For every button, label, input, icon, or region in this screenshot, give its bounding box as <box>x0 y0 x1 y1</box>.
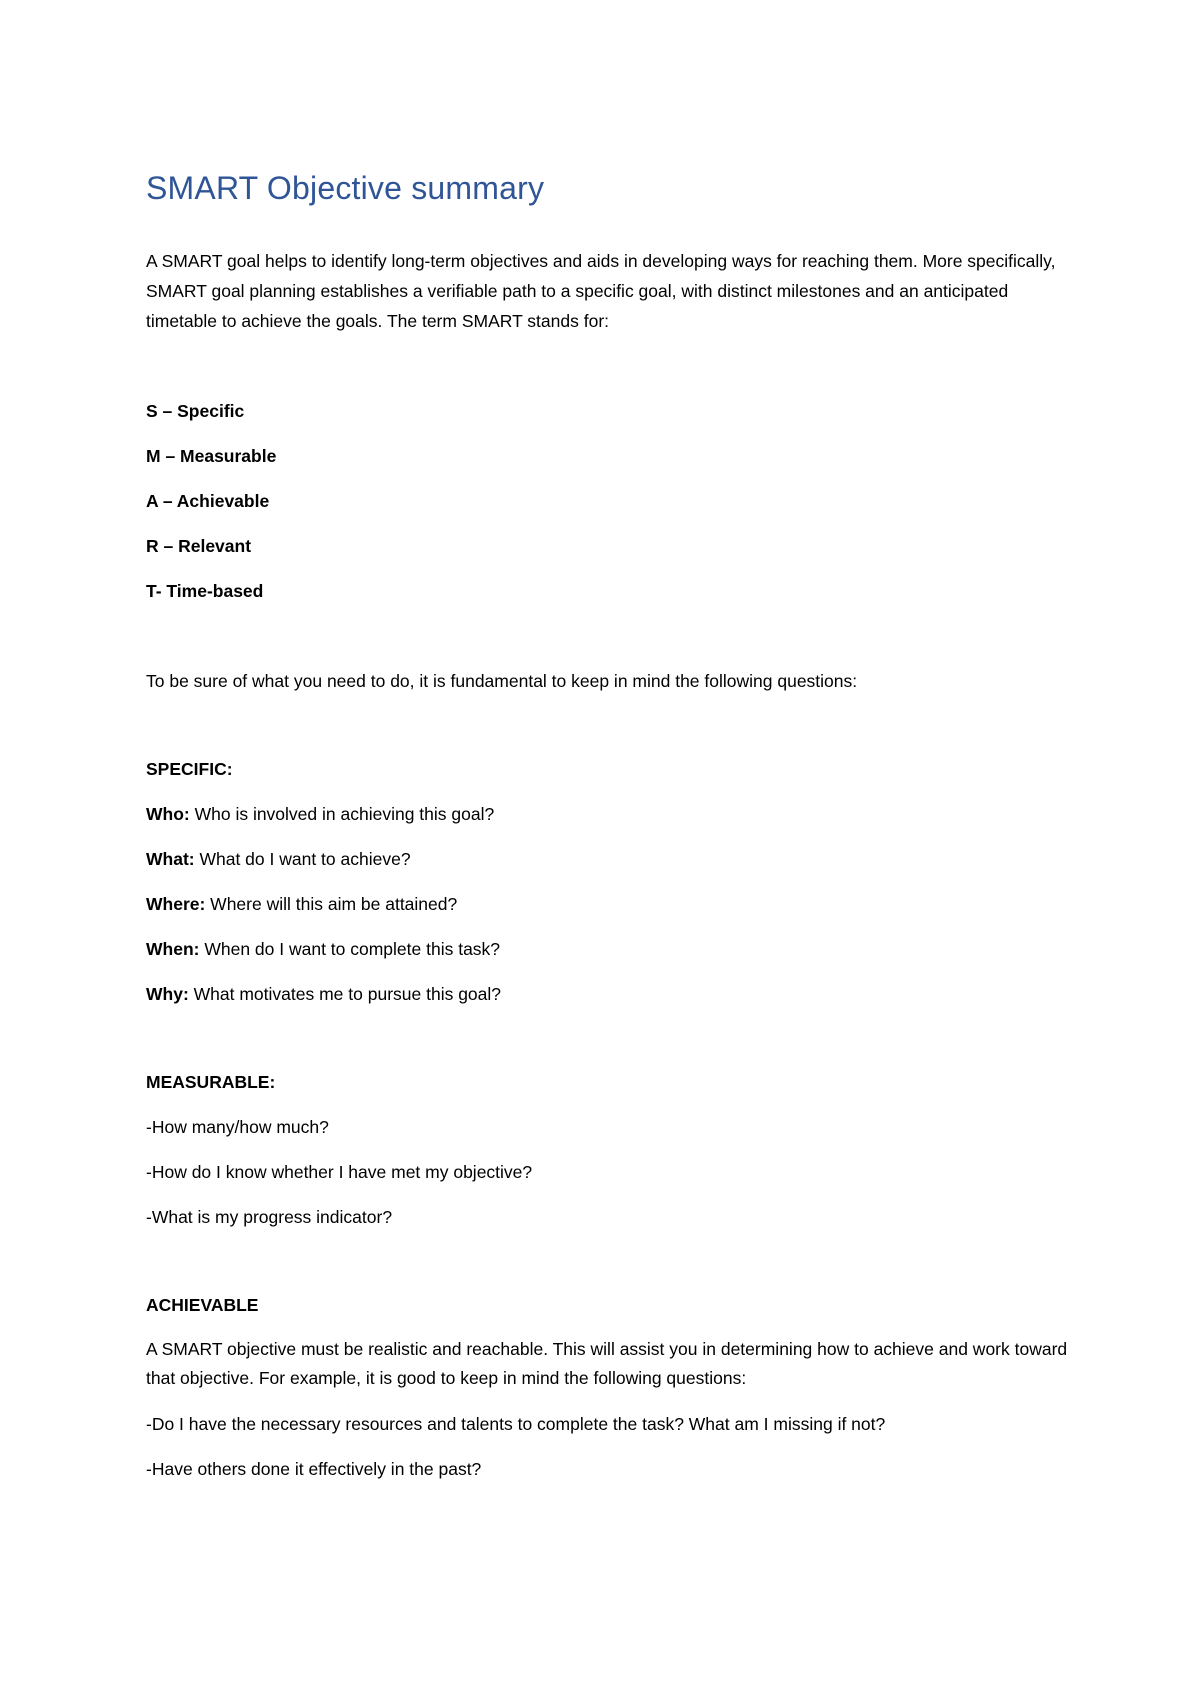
measurable-item: -What is my progress indicator? <box>146 1207 393 1227</box>
achievable-paragraph: A SMART objective must be realistic and reachable. This will assist you in determining how to achieve and work toward that objective. For example, it is good to keep in mind the following questions: <box>146 1339 1068 1388</box>
specific-label: Where: <box>146 894 206 914</box>
specific-text: Who is involved in achieving this goal? <box>189 804 495 824</box>
achievable-item: -Have others done it effectively in the past? <box>146 1459 482 1479</box>
smart-list-item-s: S – Specific <box>146 401 245 421</box>
achievable-heading: ACHIEVABLE <box>146 1295 259 1315</box>
measurable-item: -How many/how much? <box>146 1117 329 1137</box>
document-body <box>146 168 1076 1499</box>
questions-intro: To be sure of what you need to do, it is fundamental to keep in mind the following questions: <box>146 671 858 691</box>
specific-text: What do I want to achieve? <box>194 849 411 869</box>
specific-text: What motivates me to pursue this goal? <box>188 984 502 1004</box>
specific-text: When do I want to complete this task? <box>199 939 501 959</box>
specific-label: Why: <box>146 984 189 1004</box>
measurable-item: -How do I know whether I have met my objective? <box>146 1162 533 1182</box>
achievable-item: -Do I have the necessary resources and talents to complete the task? What am I missing if not? <box>146 1414 886 1434</box>
specific-item-where <box>146 889 1076 919</box>
specific-label: When: <box>146 939 200 959</box>
specific-label: What: <box>146 849 195 869</box>
specific-label: Who: <box>146 804 190 824</box>
specific-text: Where will this aim be attained? <box>205 894 458 914</box>
specific-item-why <box>146 979 1076 1009</box>
smart-list-item-r: R – Relevant <box>146 536 252 556</box>
smart-list <box>146 396 1076 606</box>
measurable-heading: MEASURABLE: <box>146 1072 276 1092</box>
intro-paragraph: A SMART goal helps to identify long-term objectives and aids in developing ways for reaching them. More specifically, SMART goal planning establishes a verifiable path to a specific goal, with distinct milestones and an anticipated timetable to achieve the goals. The term SMART stands for: <box>146 251 1056 331</box>
measurable-section <box>146 1067 1076 1232</box>
achievable-section <box>146 1290 1076 1484</box>
smart-list-item-t: T- Time-based <box>146 581 264 601</box>
specific-item-who <box>146 799 1076 829</box>
specific-item-when <box>146 934 1076 964</box>
smart-list-item-a: A – Achievable <box>146 491 270 511</box>
specific-item-what <box>146 844 1076 874</box>
specific-heading: SPECIFIC: <box>146 759 233 779</box>
document-title: SMART Objective summary <box>146 170 545 206</box>
smart-list-item-m: M – Measurable <box>146 446 277 466</box>
specific-section <box>146 754 1076 1009</box>
